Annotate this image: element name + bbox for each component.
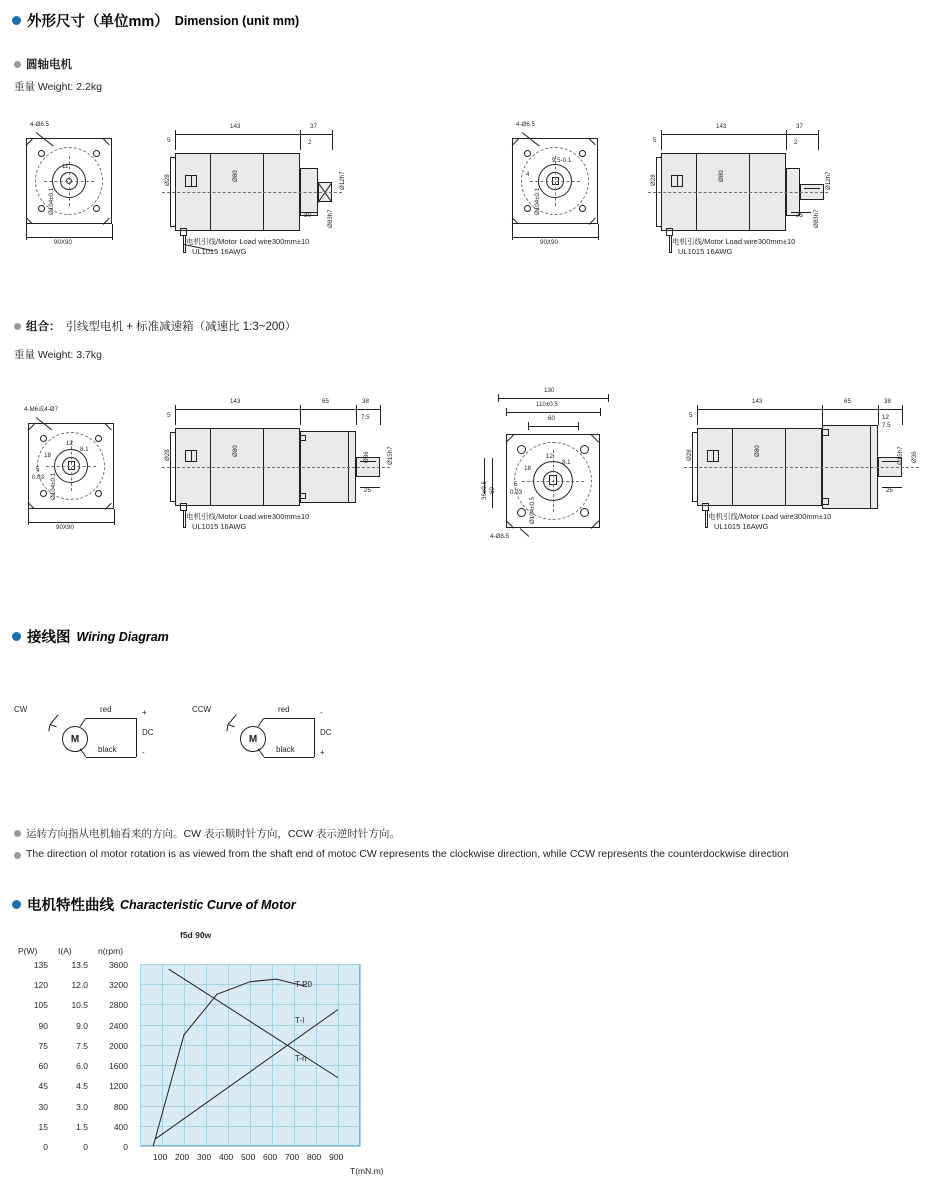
dim-d28: Ø28 <box>164 449 171 461</box>
dim-d12h7: Ø12h7 <box>339 171 346 190</box>
dim-pcd: Ø104±0.1 <box>534 187 541 215</box>
dim-7-5: 7.5 <box>361 414 370 421</box>
characteristic-curve-chart <box>10 930 430 1180</box>
wiring-ccw-minus: + <box>320 748 325 757</box>
dim-k2: 8.1 <box>80 446 89 453</box>
chart-x-tick: 700 <box>285 1152 300 1162</box>
chart-axis-value: 800 <box>113 1101 128 1112</box>
dim-holes: 4-M6或4-Ø7 <box>24 406 59 413</box>
wiring-note-en-text: The direction ol motor rotation is as viewed from the shaft end of motoc CW represents the clockwise direction, while CCW represents the counterdockwise direction <box>26 848 789 860</box>
section-title-en: Dimension (unit mm) <box>174 13 300 28</box>
dim-143: 143 <box>752 398 763 405</box>
chart-axis-value: 120 <box>33 980 48 991</box>
dim-143: 143 <box>230 123 241 130</box>
dim-d83h7: Ø83h7 <box>327 209 334 228</box>
chart-axis-value: 1600 <box>109 1061 128 1072</box>
dim-5: 5 <box>689 412 693 419</box>
dim-d104: Ø104±0.5 <box>529 496 536 524</box>
dim-2: 2 <box>308 139 312 146</box>
drawing-combo-front-view-1 <box>14 395 134 545</box>
chart-x-tick: 600 <box>263 1152 278 1162</box>
subheading-label-rest: 引线型电机 + 标准减速箱（减速比 1:3~200） <box>65 321 297 333</box>
dim-d15h7: Ø15h7 <box>897 446 904 465</box>
wire-label-1: 电机引线/Motor Load wire300mm±10 <box>186 512 310 521</box>
subheading-round-shaft <box>14 56 72 72</box>
wire-label-2: UL1015 16AWG <box>714 522 769 531</box>
dim-k1: 12 <box>66 440 73 447</box>
dim-key: 4 <box>526 171 530 178</box>
dim-65: 65 <box>322 398 329 405</box>
drawing-round-front-view-1 <box>14 120 124 260</box>
drawing-combo-front-view-2 <box>478 382 628 547</box>
dim-d80: Ø80 <box>754 445 761 457</box>
section-heading-curve <box>12 894 296 915</box>
section-title-cn: 接线图 <box>27 630 71 646</box>
chart-curves <box>140 964 360 1146</box>
chart-axis-value: 400 <box>113 1121 128 1132</box>
dim-25: 25 <box>886 487 893 494</box>
wire-label-1: 电机引线/Motor Load wire300mm±10 <box>708 512 832 521</box>
wiring-cw-dc: DC <box>142 728 154 737</box>
wiring-cw-black: black <box>98 745 117 754</box>
drawing-round-side-view-1 <box>150 120 350 270</box>
dim-60-left: 60 <box>489 487 496 494</box>
chart-axis-value: 4.5 <box>76 1081 88 1092</box>
chart-axis-value: 0 <box>83 1142 88 1152</box>
chart-axis-value: 15 <box>38 1121 48 1132</box>
dim-7-5: 7.5 <box>882 422 891 429</box>
dim-12: 12 <box>882 414 889 421</box>
chart-axis-value: 90 <box>38 1020 48 1031</box>
wiring-ccw-label: CCW <box>192 705 212 714</box>
chart-axis-value: 1.5 <box>76 1121 88 1132</box>
dim-k3: 18 <box>44 452 51 459</box>
dim-holes: 4-Ø8.5 <box>490 533 509 540</box>
section-title-en: Characteristic Curve of Motor <box>120 897 296 912</box>
dim-25: 25 <box>796 212 803 219</box>
chart-series-label-tp0: T-P0 <box>295 980 312 989</box>
dim-d28: Ø28 <box>164 174 171 186</box>
chart-axis-value: 3600 <box>109 960 128 970</box>
bullet-icon <box>12 16 21 25</box>
bullet-icon <box>14 830 21 837</box>
wiring-ccw-plus: - <box>320 708 323 717</box>
chart-axis-value: 7.5 <box>76 1040 88 1051</box>
chart-gridline-v <box>360 964 361 1146</box>
wire-label-1: 电机引线/Motor Load wire300mm±10 <box>186 237 310 246</box>
chart-axis-value: 9.0 <box>76 1020 88 1031</box>
chart-axis-value: 2400 <box>109 1020 128 1031</box>
dim-143: 143 <box>230 398 241 405</box>
chart-xlabel: T(mN.m) <box>350 1166 384 1176</box>
dim-5: 5 <box>653 137 657 144</box>
dim-k3: 18 <box>524 465 531 472</box>
chart-axis-value: 135 <box>33 960 48 970</box>
wiring-note-cn-text: 运转方向指从电机轴看来的方向。CW 表示顺时针方向，CCW 表示逆时针方向。 <box>26 828 400 840</box>
chart-x-tick: 100 <box>153 1152 168 1162</box>
chart-title: f5d 90w <box>180 930 212 940</box>
chart-axis-value: 2000 <box>109 1040 128 1051</box>
motor-symbol: M <box>240 726 266 752</box>
wiring-ccw <box>192 700 362 780</box>
dim-30: 30 <box>304 212 311 219</box>
dim-square: 90X90 <box>56 524 74 531</box>
chart-axis-value: 60 <box>38 1061 48 1072</box>
dim-d15h7: Ø15h7 <box>387 446 394 465</box>
section-title-cn: 外形尺寸（单位mm） <box>27 14 169 30</box>
subheading-label: 圆轴电机 <box>26 59 72 71</box>
chart-axis-value: 45 <box>38 1081 48 1092</box>
weight-round-shaft: 重量 Weight: 2.2kg <box>14 81 102 93</box>
bullet-icon <box>12 632 21 641</box>
dim-pcd: Ø104±0.1 <box>48 187 55 215</box>
wire-label-2: UL1015 16AWG <box>192 522 247 531</box>
wire-label-1: 电机引线/Motor Load wire300mm±10 <box>672 237 796 246</box>
dim-5: 5 <box>167 137 171 144</box>
dim-5: 5 <box>167 412 171 419</box>
dim-k4: 5 <box>36 466 40 473</box>
dim-k4: 5 <box>514 481 518 488</box>
chart-axis-value: 3.0 <box>76 1101 88 1112</box>
dim-37: 37 <box>310 123 317 130</box>
dim-k2: 8.1 <box>562 459 571 466</box>
wiring-ccw-dc: DC <box>320 728 332 737</box>
drawing-combo-side-view-2 <box>672 395 922 545</box>
chart-x-tick: 200 <box>175 1152 190 1162</box>
wiring-cw-plus: + <box>142 708 147 717</box>
dim-36: 36±0.5 <box>481 481 488 500</box>
dim-25: 25 <box>364 487 371 494</box>
chart-col-header-n: n(rpm) <box>98 946 124 956</box>
wiring-cw-red: red <box>100 705 112 714</box>
dim-square: 90X90 <box>540 239 558 246</box>
chart-axis-value: 13.5 <box>71 960 88 970</box>
wiring-ccw-red: red <box>278 705 290 714</box>
dim-d28: Ø28 <box>686 449 693 461</box>
section-title-cn: 电机特性曲线 <box>27 898 114 914</box>
chart-axis-value: 1200 <box>109 1081 128 1092</box>
dim-110: 110±0.5 <box>536 401 558 408</box>
chart-series-label-ti: T-I <box>295 1016 305 1025</box>
motor-symbol: M <box>62 726 88 752</box>
dim-d36: Ø36 <box>363 451 370 463</box>
wire-label-2: UL1015 16AWG <box>192 247 247 256</box>
dim-square: 90X90 <box>54 239 72 246</box>
section-heading-dimension <box>12 10 299 31</box>
chart-axis-value: 0 <box>43 1142 48 1152</box>
dim-d28: Ø28 <box>650 174 657 186</box>
chart-axis-value: 3200 <box>109 980 128 991</box>
chart-axis-value: 105 <box>33 1000 48 1011</box>
dim-d83h7: Ø83h7 <box>813 209 820 228</box>
section-heading-wiring <box>12 626 169 647</box>
dim-2: 2 <box>794 139 798 146</box>
chart-axis-value: 75 <box>38 1040 48 1051</box>
bullet-icon <box>12 900 21 909</box>
dim-143: 143 <box>716 123 727 130</box>
chart-axis-value: 2800 <box>109 1000 128 1011</box>
dim-flat: 9.5-0.1 <box>552 157 572 164</box>
wiring-ccw-black: black <box>276 745 295 754</box>
drawing-round-front-view-2 <box>500 120 610 260</box>
chart-x-tick: 400 <box>219 1152 234 1162</box>
chart-axis-value: 10.5 <box>71 1000 88 1011</box>
dim-k5: 0.03 <box>32 474 45 481</box>
chart-x-tick: 300 <box>197 1152 212 1162</box>
chart-gridline-h <box>140 1146 360 1147</box>
dim-d80: Ø80 <box>232 445 239 457</box>
dim-k5: 0.03 <box>510 489 523 496</box>
bullet-icon <box>14 323 21 330</box>
chart-axis-value: 6.0 <box>76 1061 88 1072</box>
chart-axis-value: 12.0 <box>71 980 88 991</box>
weight-combo: 重量 Weight: 3.7kg <box>14 349 102 361</box>
wiring-note-cn <box>14 826 914 841</box>
wiring-cw-label: CW <box>14 705 28 714</box>
dim-65: 65 <box>844 398 851 405</box>
wire-label-2: UL1015 16AWG <box>678 247 733 256</box>
dim-d12h7: Ø12h7 <box>825 171 832 190</box>
chart-col-header-p: P(W) <box>18 946 38 956</box>
chart-x-tick: 900 <box>329 1152 344 1162</box>
chart-axis-value: 30 <box>38 1101 48 1112</box>
dim-d36: Ø36 <box>911 451 918 463</box>
dim-37: 37 <box>796 123 803 130</box>
bullet-icon <box>14 61 21 68</box>
drawing-combo-side-view-1 <box>150 395 394 545</box>
chart-axis-value: 0 <box>123 1142 128 1152</box>
subheading-combo <box>14 318 296 334</box>
chart-x-tick: 800 <box>307 1152 322 1162</box>
drawing-round-side-view-2 <box>636 120 836 270</box>
dim-k1: 12 <box>546 453 553 460</box>
dim-holes: 4-Ø6.5 <box>516 121 535 128</box>
dim-d80: Ø80 <box>232 170 239 182</box>
bullet-icon <box>14 852 21 859</box>
dim-38: 38 <box>362 398 369 405</box>
dim-holes: 4-Ø6.5 <box>30 121 49 128</box>
dim-38: 38 <box>884 398 891 405</box>
chart-series-label-tn: T-n <box>295 1054 307 1063</box>
wiring-cw <box>14 700 184 780</box>
dim-shaft-len: 11 <box>62 163 69 170</box>
wiring-note-en <box>14 848 934 860</box>
chart-col-header-i: I(A) <box>58 946 72 956</box>
wiring-cw-minus: - <box>142 748 145 757</box>
dim-130: 130 <box>544 387 555 394</box>
dim-60-top: 60 <box>548 415 555 422</box>
dim-d80: Ø80 <box>718 170 725 182</box>
dim-pcd: Ø104±0.1 <box>50 472 57 500</box>
subheading-label-cn: 组合： <box>26 321 61 333</box>
section-title-en: Wiring Diagram <box>76 629 169 644</box>
chart-x-tick: 500 <box>241 1152 256 1162</box>
